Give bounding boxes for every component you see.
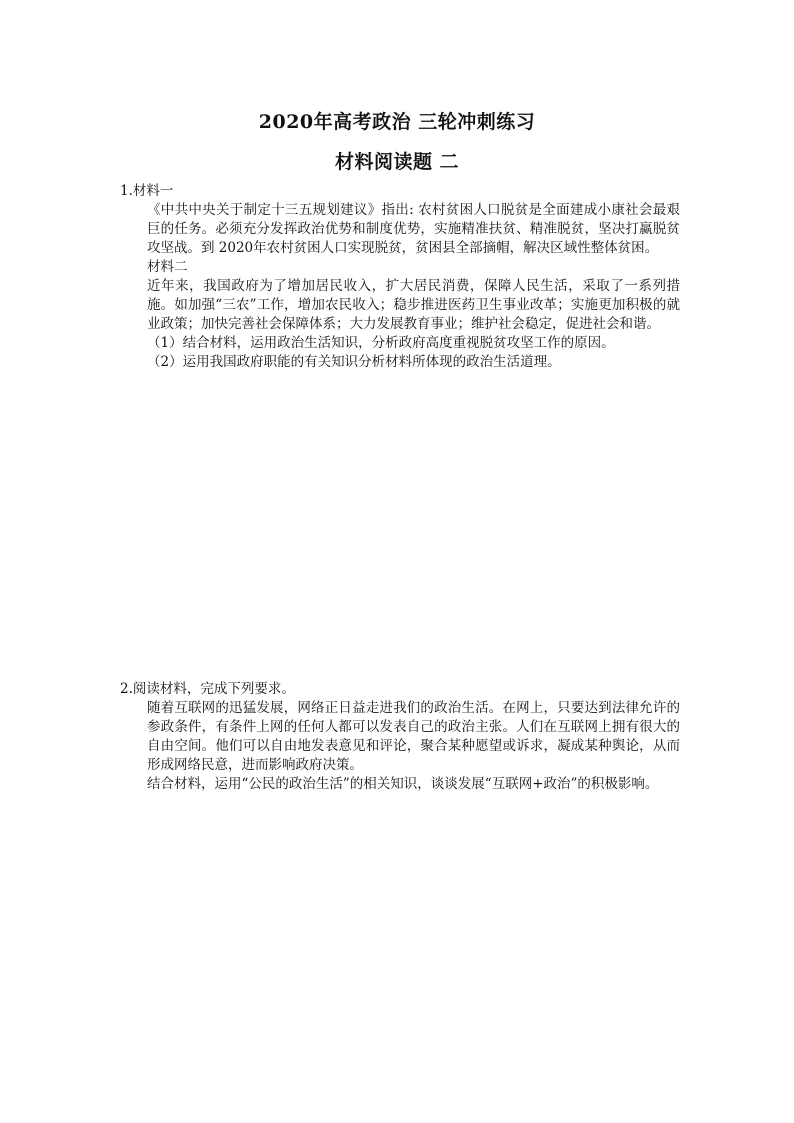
question-1 <box>120 182 680 372</box>
material-1-text: 《中共中央关于制定十三五规划建议》指出: 农村贫困人口脱贫是全面建成小康社会最艰巨的任务。必须充分发挥政治优势和制度优势，实施精准扶贫、精准脱贫，坚决打赢脱贫攻坚战。到 2020年农村贫困人口实现脱贫，贫困县全部摘帽，解决区域性整体贫困。 <box>147 202 680 256</box>
question-2 <box>120 680 680 794</box>
document-title: 2020年高考政治 三轮冲刺练习 <box>258 111 536 133</box>
question-2-prompt: 结合材料，运用“公民的政治生活”的相关知识，谈谈发展“互联网+政治”的积极影响。 <box>147 776 659 792</box>
question-1-label: 1.材料一 <box>120 183 174 199</box>
sub-question-2: （2）运用我国政府职能的有关知识分析材料所体现的政治生活道理。 <box>147 354 561 370</box>
question-2-material-text: 随着互联网的迅猛发展，网络正日益走进我们的政治生活。在网上，只要达到法律允许的参政条件，有条件上网的任何人都可以发表自己的政治主张。人们在互联网上拥有很大的自由空间。他们可以自由地发表意见和评论，聚合某种愿望或诉求，凝成某种舆论，从而形成网络民意，进而影响政府决策。 <box>147 700 680 773</box>
material-2-label: 材料二 <box>147 259 188 275</box>
question-2-label: 2.阅读材料，完成下列要求。 <box>120 681 295 697</box>
material-2-text: 近年来，我国政府为了增加居民收入，扩大居民消费，保障人民生活，采取了一系列措施。如加强“三农”工作，增加农民收入；稳步推进医药卫生事业改革；实施更加积极的就业政策；加快完善社会保障体系；大力发展教育事业；维护社会稳定，促进社会和谐。 <box>147 278 680 332</box>
document-subtitle: 材料阅读题 二 <box>334 151 460 173</box>
sub-question-1: （1）结合材料，运用政治生活知识，分析政府高度重视脱贫攻坚工作的原因。 <box>147 335 615 351</box>
